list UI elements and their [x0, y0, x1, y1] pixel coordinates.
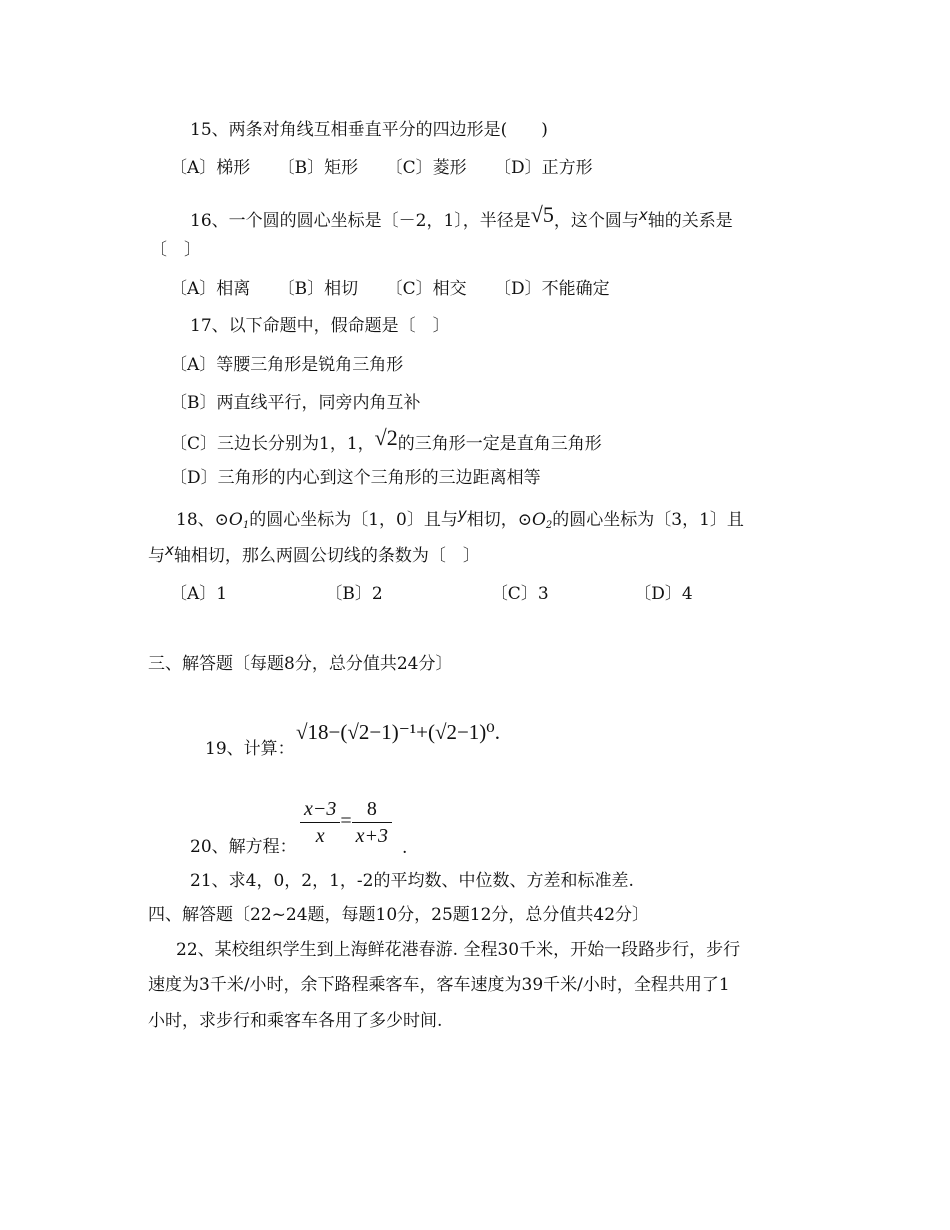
q16-radical: √5: [530, 202, 554, 227]
q19-label: 19、计算：: [205, 739, 295, 759]
q17-option-b: 〔B〕两直线平行，同旁内角互补: [170, 393, 421, 413]
q20-end: .: [402, 838, 408, 858]
q18-option-a: 〔A〕1: [170, 584, 228, 604]
q17-option-a: 〔A〕等腰三角形是锐角三角形: [170, 355, 404, 375]
q18-stem-part-a: 18、⊙: [176, 510, 229, 530]
q18-stem-part-d: 的圆心坐标为〔3，1〕且: [552, 510, 744, 530]
q17-stem: 17、以下命题中，假命题是〔 〕: [190, 316, 450, 336]
q18-var-y: y: [457, 505, 467, 523]
q18-o1: O: [228, 510, 243, 530]
q18-o1-sub: 1: [242, 520, 250, 531]
q20-lhs-numerator: x−3: [300, 796, 340, 823]
q18-option-b: 〔B〕2: [325, 584, 383, 604]
q15-option-d: 〔D〕正方形: [494, 158, 593, 178]
q20-lhs-fraction: [300, 796, 340, 849]
q18-line2-part-b: 轴相切，那么两圆公切线的条数为〔 〕: [173, 546, 480, 566]
section-4-heading: 四、解答题〔22~24题，每题10分，25题12分，总分值共42分〕: [148, 905, 650, 925]
q20-rhs-numerator: 8: [352, 796, 392, 823]
q16-var-x: x: [638, 206, 648, 224]
q16-options: [170, 277, 610, 301]
q18-stem: [176, 505, 744, 535]
q18-stem-part-c: 相切，⊙: [466, 510, 532, 530]
q21-text: 21、求4，0，2，1，-2的平均数、中位数、方差和标准差.: [190, 871, 634, 891]
q20-lhs-denominator: x: [315, 825, 325, 847]
q17-option-c-part-b: 的三角形一定是直角三角形: [397, 434, 602, 454]
q18-options: [170, 582, 693, 606]
q18-var-x: x: [165, 541, 174, 559]
q16-stem-part-b: ，这个圆与: [553, 211, 639, 231]
q15-options: [170, 156, 593, 180]
q19-expression: √18−(√2−1)⁻¹+(√2−1)⁰.: [296, 720, 500, 744]
q22-line-3: 小时，求步行和乘客车各用了多少时间.: [148, 1011, 443, 1031]
q18-stem-part-b: 的圆心坐标为〔1，0〕且与: [249, 510, 458, 530]
q18-line2-part-a: 与: [148, 546, 165, 566]
q16-option-c: 〔C〕相交: [385, 279, 467, 299]
section-3-heading: 三、解答题〔每题8分，总分值共24分〕: [148, 654, 453, 674]
q15-stem: 15、两条对角线互相垂直平分的四边形是( ): [190, 120, 548, 140]
q18-option-c: 〔C〕3: [490, 584, 549, 604]
q20-equation: [300, 796, 392, 849]
q17-option-d: 〔D〕三角形的内心到这个三角形的三边距离相等: [170, 468, 541, 488]
q16-option-a: 〔A〕相离: [170, 279, 251, 299]
q18-option-d: 〔D〕4: [634, 584, 693, 604]
q20-label: 20、解方程：: [190, 837, 297, 857]
q16-stem: [190, 202, 733, 233]
q16-stem-part-a: 16、一个圆的圆心坐标是〔－2，1〕，半径是: [190, 211, 531, 231]
q16-paren: 〔 〕: [150, 240, 201, 260]
q20-equals: =: [340, 810, 352, 832]
q18-stem-line2: [148, 541, 480, 568]
q17-option-c: [170, 425, 602, 456]
q20-rhs-fraction: [352, 796, 392, 849]
q18-o2: O: [531, 510, 546, 530]
q20-rhs-denominator: x+3: [355, 825, 389, 847]
q16-option-d: 〔D〕不能确定: [494, 279, 610, 299]
q18-o2-sub: 2: [545, 520, 553, 531]
q17-option-c-part-a: 〔C〕三边长分别为1，1，: [170, 434, 375, 454]
q17-radical: √2: [374, 425, 398, 450]
q22-line-1: 22、某校组织学生到上海鲜花港春游. 全程30千米，开始一段路步行，步行: [176, 940, 741, 960]
q15-option-b: 〔B〕矩形: [277, 158, 359, 178]
q16-stem-part-c: 轴的关系是: [647, 211, 733, 231]
q22-line-2: 速度为3千米/小时，余下路程乘客车，客车速度为39千米/小时，全程共用了1: [148, 975, 730, 995]
q15-option-c: 〔C〕菱形: [385, 158, 467, 178]
q15-option-a: 〔A〕梯形: [170, 158, 251, 178]
q16-option-b: 〔B〕相切: [277, 279, 359, 299]
